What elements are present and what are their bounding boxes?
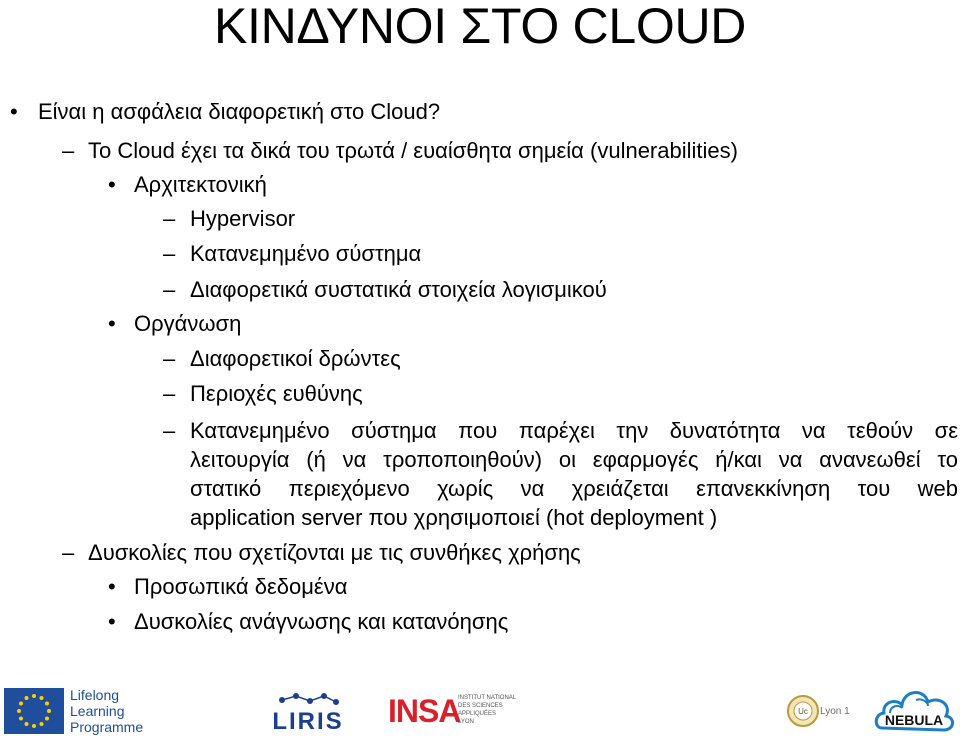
dash-different-actors: Διαφορετικοί δρώντες — [190, 346, 401, 371]
llp-line-1: Lifelong — [70, 687, 120, 703]
dash-marker: – — [163, 241, 176, 266]
dash-marker: – — [163, 346, 176, 371]
dash-vulnerabilities: Το Cloud έχει τα δικά του τρωτά / ευαίσθητα σημεία (vulnerabilities) — [88, 138, 738, 163]
bullet-security-question: Είναι η ασφάλεια διαφορετική στο Cloud? — [38, 99, 441, 124]
dash-marker: – — [62, 138, 75, 163]
dash-hypervisor: Hypervisor — [190, 206, 296, 231]
insa-sub-4: LYON — [458, 719, 474, 725]
insa-sub-2: DES SCIENCES — [458, 703, 503, 709]
liris-network-icon — [262, 690, 354, 710]
nebula-logo — [872, 678, 956, 736]
llp-line-2: Learning — [70, 703, 125, 719]
bullet-marker: • — [10, 99, 18, 124]
footer-logos — [0, 672, 960, 741]
bullet-architecture: Αρχιτεκτονική — [134, 172, 267, 197]
bullet-marker: • — [108, 311, 116, 336]
insa-wordmark: INSA — [388, 693, 461, 729]
insa-sub-1: INSTITUT NATIONAL — [458, 695, 517, 701]
dash-marker: – — [163, 206, 176, 231]
dash-marker: – — [163, 418, 176, 443]
bullet-organisation: Οργάνωση — [134, 311, 242, 336]
liris-logo — [262, 690, 354, 734]
paragraph-line-2: λειτουργία (ή να τροποποιηθούν) οι εφαρμογές ή/και να ανανεωθεί το — [190, 447, 958, 472]
dash-responsibility-areas: Περιοχές ευθύνης — [190, 381, 363, 406]
bullet-marker: • — [108, 172, 116, 197]
llp-logo — [4, 688, 164, 736]
paragraph-line-3: στατικό περιεχόμενο χωρίς να χρειάζεται επανεκκίνηση του web — [190, 476, 958, 501]
dash-marker: – — [163, 381, 176, 406]
lyon1-seal-icon — [786, 694, 820, 728]
nebula-wordmark: NEBULA — [884, 712, 944, 728]
paragraph-line-1: Κατανεμημένο σύστημα που παρέχει την δυνατότητα να τεθούν σε — [190, 418, 958, 443]
dash-usage-conditions: Δυσκολίες που σχετίζονται με τις συνθήκες χρήσης — [88, 540, 581, 565]
insa-logo — [388, 692, 518, 732]
bullet-personal-data: Προσωπικά δεδομένα — [134, 574, 348, 599]
dash-marker: – — [163, 277, 176, 302]
insa-sub-3: APPLIQUÉES — [458, 711, 497, 717]
bullet-marker: • — [108, 609, 116, 634]
svg-text:Uc: Uc — [798, 707, 808, 716]
page-title: ΚΙΝΔΥΝΟΙ ΣΤΟ CLOUD — [213, 0, 747, 54]
lyon1-label: Lyon 1 — [820, 706, 850, 717]
liris-wordmark: LIRIS — [272, 708, 344, 735]
bullet-reading-difficulties: Δυσκολίες ανάγνωσης και κατανόησης — [134, 609, 509, 634]
dash-marker: – — [62, 540, 75, 565]
eu-flag-icon — [4, 688, 64, 734]
dash-distributed-system: Κατανεμημένο σύστημα — [190, 241, 422, 266]
bullet-marker: • — [108, 574, 116, 599]
llp-line-3: Programme — [70, 719, 144, 735]
paragraph-line-4: application server που χρησιμοποιεί (hot deployment ) — [190, 505, 718, 530]
dash-software-components: Διαφορετικά συστατικά στοιχεία λογισμικού — [190, 277, 607, 302]
lyon1-logo — [786, 690, 856, 734]
